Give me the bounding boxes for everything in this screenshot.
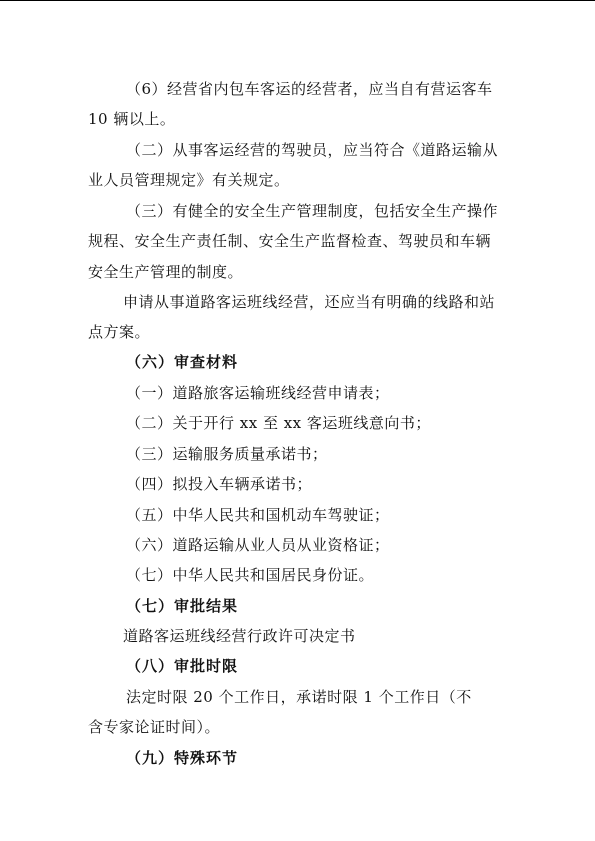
paragraph-line: 含专家论证时间）。 — [88, 718, 221, 736]
paragraph-line: 申请从事道路客运班线经营，还应当有明确的线路和站 — [123, 293, 496, 311]
list-item: （四）拟投入车辆承诺书； — [126, 475, 313, 493]
list-item: （三）运输服务质量承诺书； — [126, 445, 328, 463]
list-item: （二）关于开行 xx 至 xx 客运班线意向书； — [126, 414, 431, 432]
list-item: （七）中华人民共和国居民身份证。 — [126, 566, 375, 584]
paragraph-line: 规程、安全生产责任制、安全生产监督检查、驾驶员和车辆 — [88, 232, 492, 250]
paragraph-line: 法定时限 20 个工作日，承诺时限 1 个工作日（不 — [126, 688, 472, 706]
paragraph-line: 安全生产管理的制度。 — [88, 263, 244, 281]
section-heading-review-materials: （六）审查材料 — [126, 353, 239, 371]
list-item: （一）道路旅客运输班线经营申请表； — [126, 384, 390, 402]
section-heading-approval-time-limit: （八）审批时限 — [126, 657, 239, 675]
section-heading-approval-result: （七）审批结果 — [126, 597, 239, 615]
section-heading-special-procedures: （九）特殊环节 — [126, 749, 239, 767]
paragraph-line: 道路客运班线经营行政许可决定书 — [123, 627, 356, 645]
paragraph-line: （二）从事客运经营的驾驶员，应当符合《道路运输从 — [126, 141, 499, 159]
paragraph-line: （6）经营省内包车客运的经营者，应当自有营运客车 — [126, 80, 493, 98]
list-item: （五）中华人民共和国机动车驾驶证； — [126, 506, 390, 524]
paragraph-line: （三）有健全的安全生产管理制度，包括安全生产操作 — [126, 202, 499, 220]
paragraph-line: 点方案。 — [88, 323, 151, 341]
paragraph-line: 业人员管理规定》有关规定。 — [88, 171, 290, 189]
list-item: （六）道路运输从业人员从业资格证； — [126, 536, 390, 554]
paragraph-line: 10 辆以上。 — [88, 110, 176, 128]
